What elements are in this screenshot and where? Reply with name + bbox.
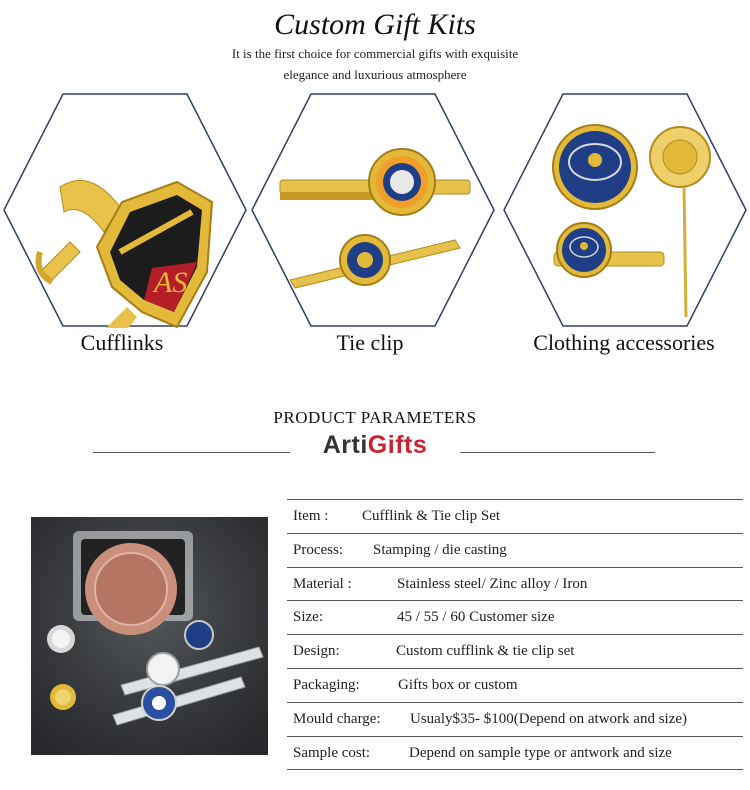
param-key: Process: xyxy=(293,541,343,558)
param-key: Sample cost: xyxy=(293,744,371,761)
heading-divider-right xyxy=(460,452,655,453)
param-row-packaging xyxy=(287,669,743,703)
param-key: Design: xyxy=(293,643,340,660)
subtitle-line-2: elegance and luxurious atmosphere xyxy=(283,67,467,82)
subtitle-line-1: It is the first choice for commercial gifts with exquisite xyxy=(231,46,519,61)
param-row-process xyxy=(287,534,743,568)
param-value: Usualy$35- $100(Depend on atwork and size) xyxy=(410,710,688,727)
param-value: Depend on sample type or antwork and size xyxy=(409,744,672,761)
parameters-table xyxy=(287,499,743,770)
tie-clip-hexagon-image[interactable] xyxy=(250,92,496,328)
param-key: Size: xyxy=(293,609,323,626)
param-key: Material : xyxy=(293,575,352,592)
param-row-size xyxy=(287,601,743,635)
param-value: Custom cufflink & tie clip set xyxy=(396,643,575,660)
cufflinks-hexagon-image[interactable] xyxy=(2,92,248,328)
tie-clip-label: Tie clip xyxy=(336,330,404,355)
parameters-heading: PRODUCT PARAMETERS xyxy=(273,408,477,427)
param-row-sample-cost xyxy=(287,737,743,771)
svg-text:AS: AS xyxy=(154,266,188,299)
param-key: Item : xyxy=(293,508,329,524)
cufflinks-label: Cufflinks xyxy=(80,330,164,355)
brand-logo-part-1: Arti xyxy=(322,431,368,459)
brand-logo-part-2: Gifts xyxy=(367,431,428,459)
param-value: Gifts box or custom xyxy=(398,676,518,693)
param-value: 45 / 55 / 60 Customer size xyxy=(397,609,555,626)
param-key: Packaging: xyxy=(293,676,360,693)
param-row-design xyxy=(287,635,743,669)
page-title: Custom Gift Kits xyxy=(274,8,476,41)
brand-logo xyxy=(310,431,440,460)
param-value: Stainless steel/ Zinc alloy / Iron xyxy=(397,575,588,592)
param-row-mould-charge xyxy=(287,703,743,737)
param-value: Stamping / die casting xyxy=(373,541,507,558)
heading-divider-left xyxy=(93,452,290,453)
clothing-accessories-hexagon-image[interactable] xyxy=(502,92,748,328)
param-value: Cufflink & Tie clip Set xyxy=(362,508,501,524)
param-row-item xyxy=(287,499,743,534)
param-row-material xyxy=(287,568,743,602)
clothing-accessories-label: Clothing accessories xyxy=(533,330,715,355)
product-set-photo xyxy=(31,517,268,755)
param-key: Mould charge: xyxy=(293,710,381,727)
